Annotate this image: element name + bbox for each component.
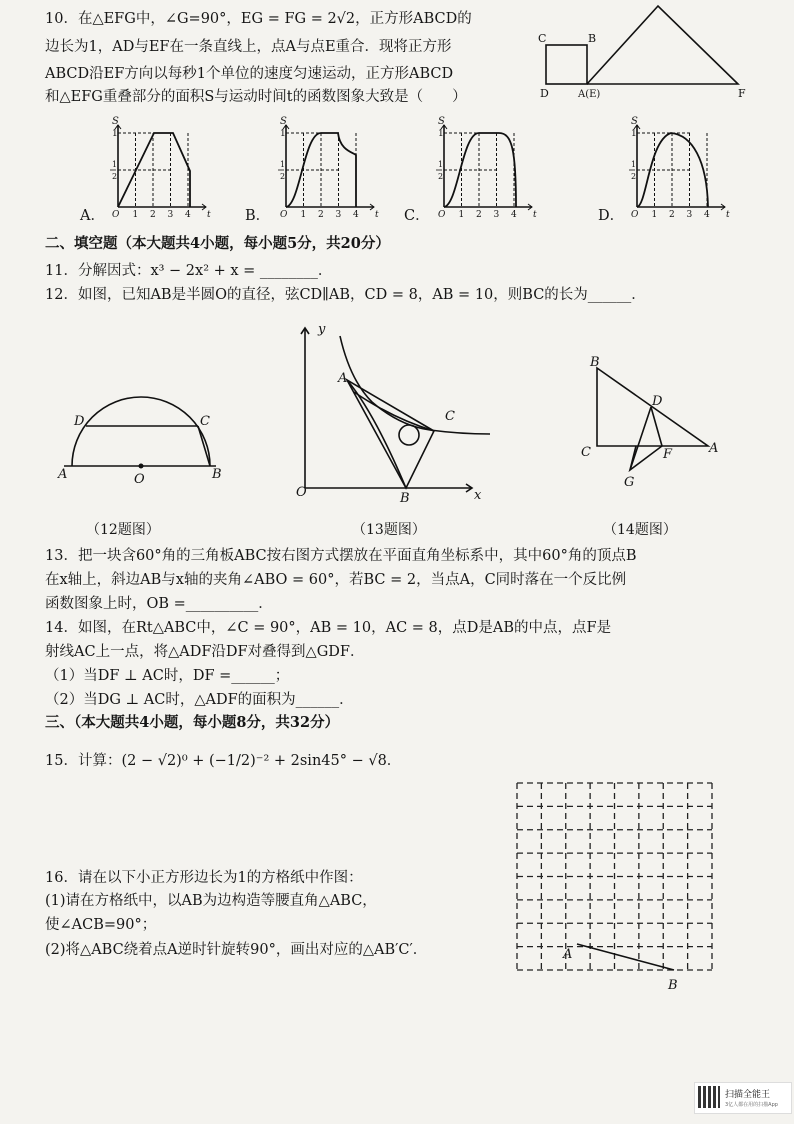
section-2-heading: 二、填空题（本大题共4小题，每小题5分，共20分） [45,235,390,252]
svg-text:A: A [58,467,68,482]
q10-label-b: B [588,32,597,45]
graph-tick-label: 1 [651,210,658,220]
q10-label-c: C [538,32,547,45]
svg-text:B: B [668,978,678,993]
svg-text:C: C [581,445,591,460]
graph-tick-label: 3 [167,210,174,220]
q10-option-b[interactable]: B． [245,208,271,224]
svg-text:O: O [296,485,307,500]
graph-label-o: O [631,210,639,220]
svg-text:x: x [474,488,482,503]
graph-label-o: O [112,210,120,220]
svg-text:A: A [709,441,719,456]
q14-line2: 射线AC上一点，将△ADF沿DF对叠得到△GDF． [45,644,365,660]
q13-line1: 13．把一块含60°角的三角板ABC按右图方式摆放在平面直角坐标系中，其中60°角的顶点B [45,548,637,564]
fig13-caption: （13题图） [352,522,426,538]
graph-label-t: t [726,210,730,220]
graph-label-s: S [631,116,638,127]
graph-tick-label: 4 [185,210,191,220]
q10-option-c[interactable]: C． [404,208,430,224]
svg-text:B: B [400,491,410,506]
svg-text:A: A [563,947,573,962]
graph-label-half-num: 1 [280,160,286,169]
graph-tick-label: 1 [132,210,139,220]
q16-line2: (1)请在方格纸中，以AB为边构造等腰直角△ABC， [45,893,377,909]
graph-label-half-num: 1 [112,160,118,169]
graph-label-half-den: 2 [631,172,637,181]
q14-part1: （1）当DF ⊥ AC时，DF =______； [45,668,290,684]
qr-code-icon [698,1086,720,1108]
graph-tick-label: 3 [493,210,500,220]
q10-label-d: D [540,87,549,100]
q10-option-a[interactable]: A． [80,208,105,224]
graph-label-s: S [438,116,445,127]
svg-text:A: A [338,371,348,386]
graph-label-t: t [533,210,537,220]
scanner-logo: 扫描全能王 [725,1090,771,1100]
graph-label-half-num: 1 [631,160,637,169]
graph-label-s: S [280,116,287,127]
graph-label-o: O [438,210,446,220]
svg-text:D: D [652,394,663,409]
q14-line1: 14．如图，在Rt△ABC中，∠C = 90°，AB = 10，AC = 8，点D是AB的中点，点F是 [45,620,612,636]
scanner-badge [694,1082,792,1114]
scanner-subtitle: 3亿人都在用的扫描App [725,1102,778,1108]
svg-text:O: O [134,472,145,487]
q10-label-f: F [738,87,746,100]
graph-label-half-den: 2 [438,172,444,181]
svg-text:y: y [318,322,326,337]
graph-tick-label: 2 [318,210,324,220]
graph-label-one: 1 [112,129,118,139]
q10-line2: 边长为1，AD与EF在一条直线上，点A与点E重合．现将正方形 [45,39,452,55]
graph-tick-label: 3 [335,210,342,220]
graph-tick-label: 4 [511,210,517,220]
svg-text:B: B [590,355,600,370]
graph-label-half-num: 1 [438,160,444,169]
graph-label-one: 1 [438,129,444,139]
q10-line4: 和△EFG重叠部分的面积S与运动时间t的函数图象大致是（ ） [45,89,467,105]
graph-label-half-den: 2 [112,172,118,181]
graph-label-s: S [112,116,119,127]
q10-label-ae: A(E) [578,89,601,100]
q13-line3: 函数图象上时，OB =__________． [45,596,273,612]
svg-text:F: F [663,447,673,462]
svg-text:C: C [445,409,455,424]
graph-label-t: t [375,210,379,220]
svg-text:D: D [74,414,85,429]
svg-text:C: C [200,414,210,429]
q10-line1: 10．在△EFG中，∠G=90°，EG = FG = 2√2，正方形ABCD的 [45,11,472,27]
fig12-caption: （12题图） [86,522,160,538]
q11-text: 11．分解因式：x³ − 2x² + x = ________． [45,263,333,279]
graph-label-half-den: 2 [280,172,286,181]
graph-tick-label: 2 [669,210,675,220]
graph-tick-label: 4 [353,210,359,220]
graph-tick-label: 2 [476,210,482,220]
q16-line1: 16．请在以下小正方形边长为1的方格纸中作图： [45,870,363,886]
q16-line3: 使∠ACB=90°； [45,917,157,933]
graph-label-o: O [280,210,288,220]
graph-label-t: t [207,210,211,220]
graph-label-one: 1 [280,129,286,139]
q15-text: 15．计算：(2 − √2)⁰ + (−1/2)⁻² + 2sin45° − √8． [45,753,402,769]
graph-tick-label: 3 [686,210,693,220]
q16-line4: (2)将△ABC绕着点A逆时针旋转90°，画出对应的△AB′C′． [45,942,428,958]
q10-line3: ABCD沿EF方向以每秒1个单位的速度匀速运动，正方形ABCD [45,66,454,82]
q12-text: 12．如图，已知AB是半圆O的直径，弦CD∥AB，CD = 8，AB = 10，则BC的长为______． [45,287,646,303]
graph-label-one: 1 [631,129,637,139]
q13-line2: 在x轴上，斜边AB与x轴的夹角∠ABO = 60°，若BC = 2，当点A，C同时落在一个反比例 [45,572,627,588]
section-3-heading: 三、（本大题共4小题，每小题8分，共32分） [45,714,340,731]
graph-tick-label: 2 [150,210,156,220]
svg-text:B: B [212,467,222,482]
svg-text:G: G [624,475,635,490]
q10-option-d[interactable]: D． [598,208,625,224]
graph-tick-label: 1 [300,210,307,220]
graph-tick-label: 4 [704,210,710,220]
fig14-caption: （14题图） [603,522,677,538]
q14-part2: （2）当DG ⊥ AC时，△ADF的面积为______． [45,692,354,708]
graph-tick-label: 1 [458,210,465,220]
